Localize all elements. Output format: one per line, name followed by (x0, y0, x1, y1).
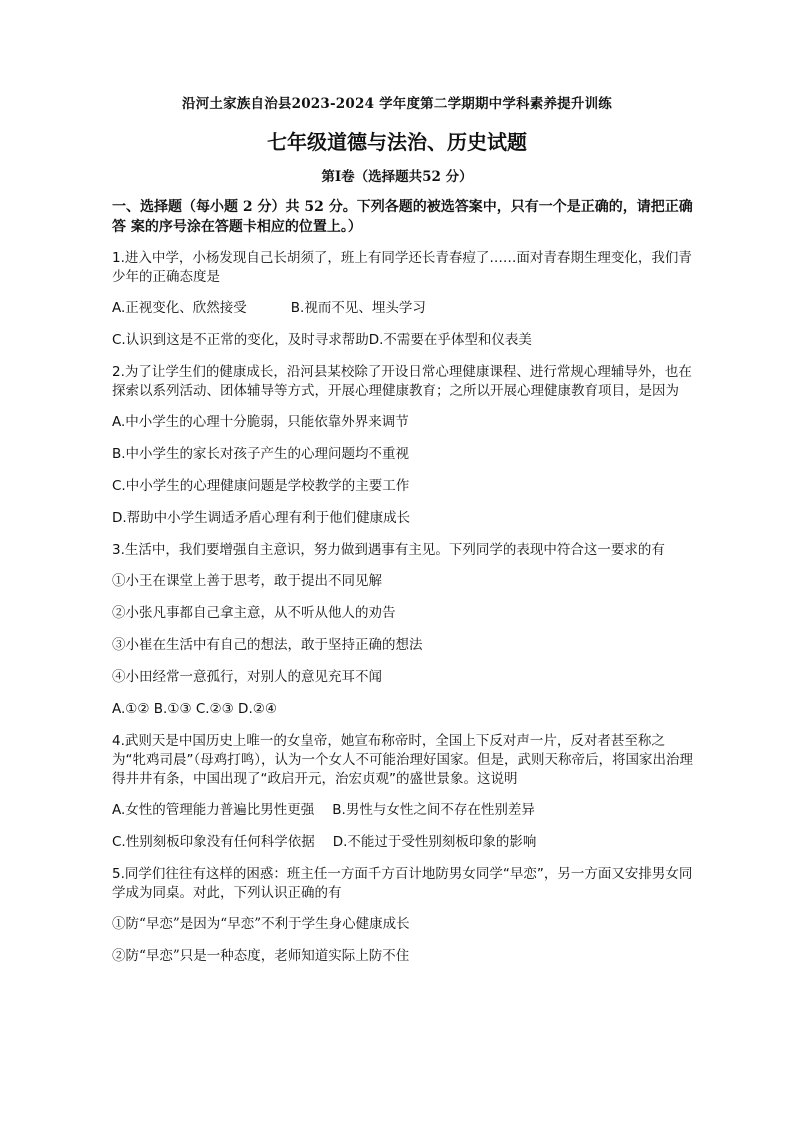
option-a: A.中小学生的心理十分脆弱，只能依靠外界来调节 (112, 414, 409, 430)
school-header: 沿河土家族自治县2023-2024 学年度第二学期期中学科素养提升训练 (182, 96, 612, 112)
question-5 (112, 865, 696, 966)
statement-1: ①防“早恋”是因为“早恋”不利于学生身心健康成长 (112, 916, 410, 932)
option-row (112, 331, 696, 350)
question-stem: 1.进入中学，小杨发现自己长胡须了，班上有同学还长青春痘了……面对青春期生理变化，我们青少年的正确态度是 (112, 250, 692, 285)
option-c: C.中小学生的心理健康问题是学校教学的主要工作 (112, 478, 410, 494)
question-stem: 4.武则天是中国历史上唯一的女皇帝，她宣布称帝时，全国上下反对声一片，反对者甚至称之为“牝鸡司晨”（母鸡打鸣），认为一个女人不可能治理好国家。但是，武则天称帝后，将国家出治理得井井有条，中国出现了“政启开元，治宏贞观”的盛世景象。这说明 (112, 733, 693, 787)
question-stem: 2.为了让学生们的健康成长，沿河县某校除了开设日常心理健康课程、进行常规心理辅导外，也在探索以系列活动、团体辅导等方式，开展心理健康教育；之所以开展心理健康教育项目，是因为 (112, 364, 692, 399)
option-row: A.①② B.①③ C.②③ D.②④ (112, 701, 277, 717)
question-stem: 3.生活中，我们要增强自主意识，努力做到遇事有主见。下列同学的表现中符合这一要求的有 (112, 542, 665, 558)
volume-label: 第Ⅰ卷（选择题共52 分） (321, 169, 473, 185)
option-a: A.正视变化、欣然接受 (112, 300, 247, 316)
question-4 (112, 732, 696, 852)
page-title: 七年级道德与法治、历史试题 (267, 130, 527, 154)
statement-3: ③小崔在生活中有自己的想法，敢于坚持正确的想法 (112, 637, 423, 653)
option-row (112, 801, 696, 820)
question-2 (112, 363, 696, 528)
question-content (112, 197, 696, 979)
statement-2: ②防“早恋”只是一种态度，老师知道实际上防不住 (112, 948, 410, 964)
option-d: D.帮助中小学生调适矛盾心理有利于他们健康成长 (112, 510, 411, 526)
option-row (112, 299, 696, 318)
question-stem: 5.同学们往往有这样的困惑：班主任一方面千方百计地防男女同学“早恋”，另一方面又安排男女同学成为同桌。对此，下列认识正确的有 (112, 866, 693, 901)
option-c: C.性别刻板印象没有任何科学依据 (112, 834, 315, 850)
statement-4: ④小田经常一意孤行，对别人的意见充耳不闻 (112, 669, 382, 685)
statement-2: ②小张凡事都自己拿主意，从不听从他人的劝告 (112, 605, 396, 621)
option-d: D.不能过于受性别刻板印象的影响 (332, 834, 537, 850)
option-b: B.男性与女性之间不存在性别差异 (332, 802, 535, 818)
section-heading: 一、选择题（每小题 2 分）共 52 分。下列各题的被选答案中，只有一个是正确的，请把正确答 案的序号涂在答题卡相应的位置上。） (112, 199, 693, 235)
question-3 (112, 541, 696, 719)
question-1 (112, 249, 696, 350)
option-row (112, 833, 696, 852)
statement-1: ①小王在课堂上善于思考，敢于提出不同见解 (112, 573, 382, 589)
option-b: B.视而不见、埋头学习 (290, 300, 426, 316)
option-b: B.中小学生的家长对孩子产生的心理问题均不重视 (112, 446, 410, 462)
option-cd: C.认识到这是不正常的变化，及时寻求帮助D.不需要在乎体型和仪表美 (112, 332, 532, 348)
option-a: A.女性的管理能力普遍比男性更强 (112, 802, 315, 818)
